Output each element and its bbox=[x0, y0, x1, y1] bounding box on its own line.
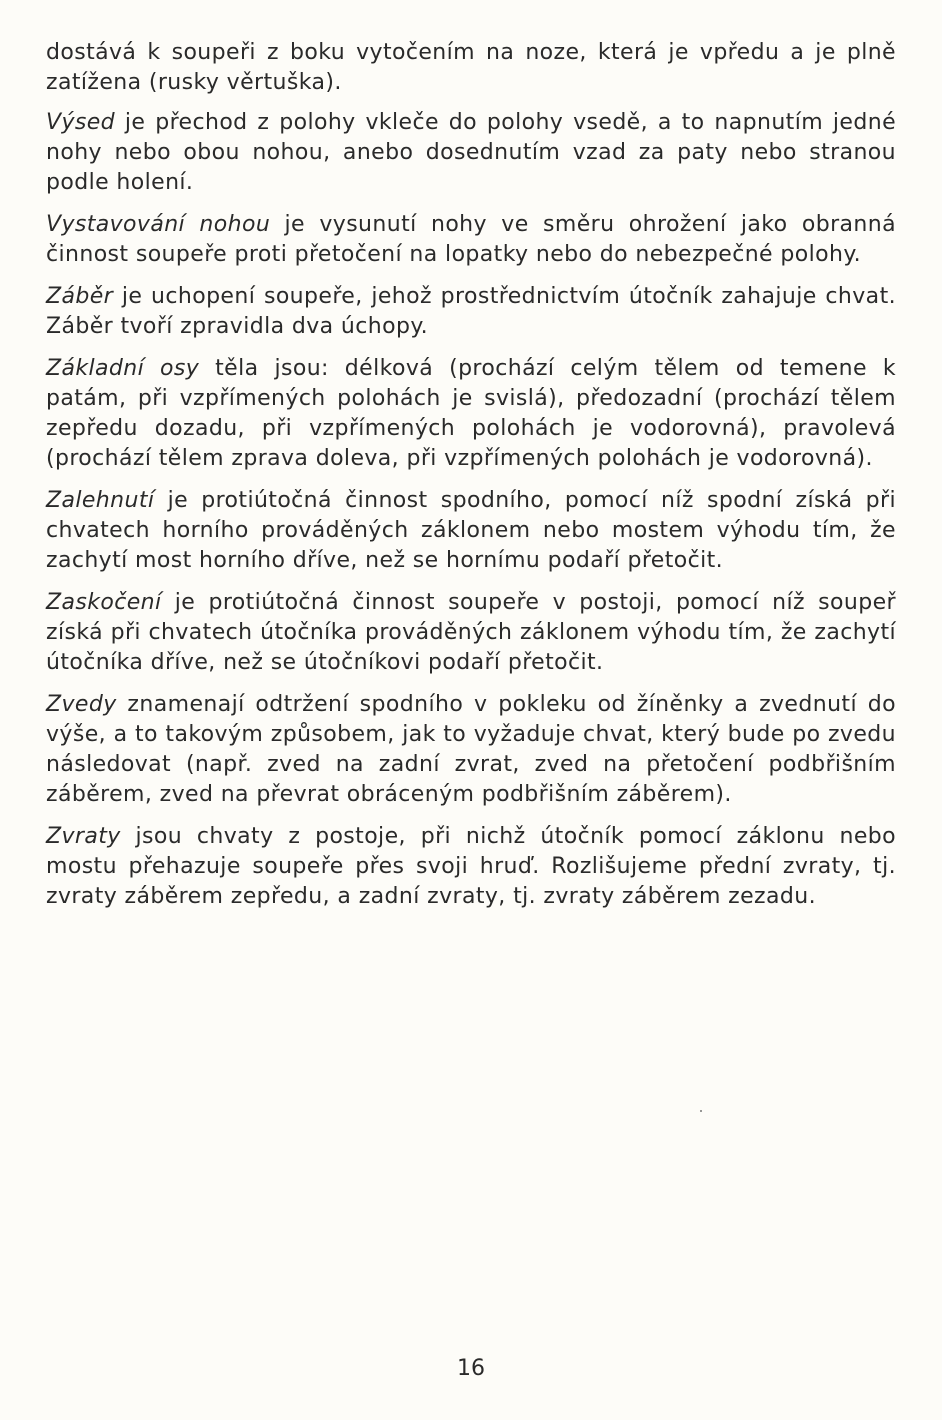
paragraph-zakladni-osy bbox=[46, 354, 896, 474]
paragraph-zaskoceni bbox=[46, 588, 896, 678]
paragraph-zvedy bbox=[46, 690, 896, 810]
paragraph-zvraty bbox=[46, 822, 896, 912]
term: Zalehnutí bbox=[46, 488, 155, 513]
paragraph-text: je vysunutí nohy ve směru ohrožení jako obranná činnost soupeře proti přetočení na lopatky nebo do nebezpečné polohy. bbox=[46, 212, 897, 267]
term: Výsed bbox=[46, 110, 116, 135]
paragraph-text: je přechod z polohy vkleče do polohy vsedě, a to napnutím jedné nohy nebo obou nohou, anebo dosednutím vzad za paty nebo stranou podle holení. bbox=[46, 110, 896, 195]
page-number: 16 bbox=[457, 1356, 485, 1381]
paragraph-text: je uchopení soupeře, jehož prostřednictvím útočník zahajuje chvat. Záběr tvoří zpravidla dva úchopy. bbox=[46, 284, 896, 339]
paragraph-text: je protiútočná činnost soupeře v postoji, pomocí níž soupeř získá při chvatech útočníka prováděných záklonem výhodu tím, že zachytí útočníka dříve, než se útočníkovi podaří přetočit. bbox=[46, 590, 896, 675]
term: Zaskočení bbox=[46, 590, 162, 615]
paragraph-continuation bbox=[46, 38, 896, 98]
paragraph-text: dostává k soupeři z boku vytočením na noze, která je vpředu a je plně zatížena (rusky věrtuška). bbox=[46, 40, 896, 95]
term: Zvedy bbox=[46, 692, 117, 717]
paragraph-text: těla jsou: délková (prochází celým tělem od temene k patám, při vzpřímených polohách je svislá), předozadní (prochází tělem zepředu dozadu, při vzpřímených polohách je vodorovná), pravolevá (prochází tělem zprava doleva, při vzpřímených polohách je vodorovná). bbox=[46, 356, 896, 471]
paragraph-text: je protiútočná činnost spodního, pomocí níž spodní získá při chvatech horního prováděných záklonem nebo mostem výhodu tím, že zachytí most horního dříve, než se hornímu podaří přetočit. bbox=[46, 488, 896, 573]
paragraph-zaber bbox=[46, 282, 896, 342]
term: Vystavování nohou bbox=[46, 212, 271, 237]
paragraph-zalehnuti bbox=[46, 486, 896, 576]
term: Zvraty bbox=[46, 824, 121, 849]
paper-speck bbox=[700, 1110, 702, 1112]
page-body bbox=[46, 38, 896, 924]
term: Záběr bbox=[46, 284, 114, 309]
paragraph-text: jsou chvaty z postoje, při nichž útočník pomocí záklonu nebo mostu přehazuje soupeře přes svoji hruď. Rozlišujeme přední zvraty, tj. zvraty záběrem zepředu, a zadní zvraty, tj. zvraty záběrem zezadu. bbox=[46, 824, 896, 909]
term: Základní osy bbox=[46, 356, 200, 381]
paragraph-vystavovani-nohou bbox=[46, 210, 896, 270]
paragraph-vysed bbox=[46, 108, 896, 198]
paragraph-text: znamenají odtržení spodního v pokleku od žíněnky a zvednutí do výše, a to takovým způsobem, jak to vyžaduje chvat, který bude po zvedu následovat (např. zved na zadní zvrat, zved na přetočení podbřišním záběrem, zved na převrat obráceným podbřišním záběrem). bbox=[46, 692, 896, 807]
